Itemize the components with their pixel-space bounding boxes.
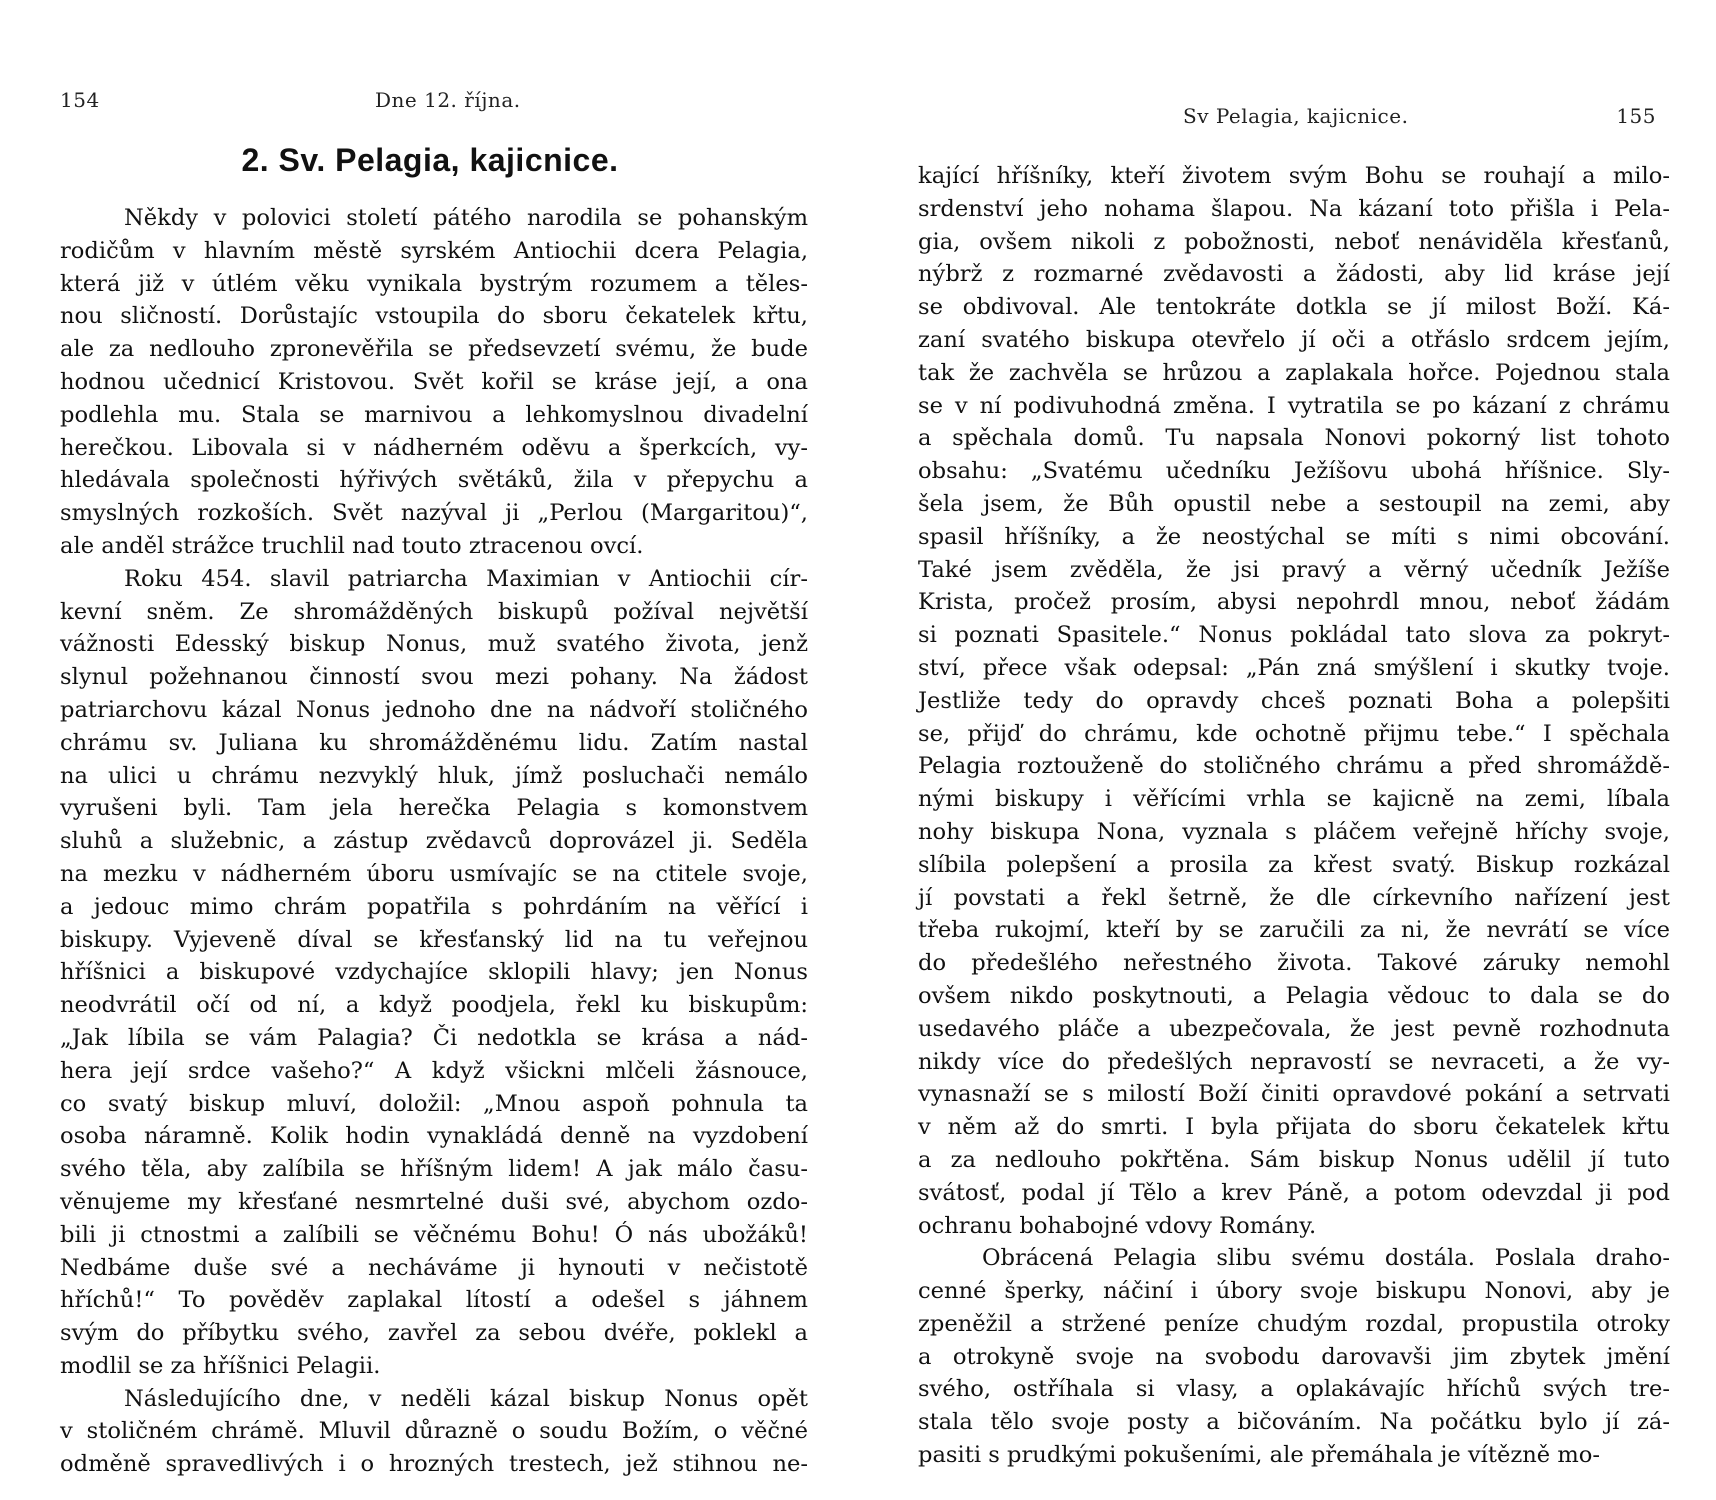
text-line: tak že zachvěla se hrůzou a zaplakala hořce. Pojednou stala — [918, 359, 1670, 386]
text-line: nohy biskupa Nona, vyznala s pláčem veřejně hříchy svoje, — [918, 818, 1670, 845]
text-line: na mezku v nádherném úboru usmívajíc se na ctitele svoje, — [60, 860, 808, 887]
text-line: nou sličností. Dorůstajíc vstoupila do sboru čekatelek křtu, — [60, 303, 808, 330]
text-line: kevní sněm. Ze shromážděných biskupů požíval největší — [60, 598, 808, 625]
text-line: Krista, pročež prosím, abysi nepohrdl mnou, neboť žádám — [918, 589, 1670, 616]
text-line: Obrácená Pelagia slibu svému dostála. Poslala draho- — [982, 1245, 1670, 1272]
text-line: se, přijď do chrámu, kde ochotně přijmu tebe.“ I spěchala — [918, 720, 1670, 747]
text-line: „Jak líbila se vám Palagia? Či nedotkla se krása a nád- — [60, 1024, 808, 1051]
text-line: co svatý biskup mluví, doložil: „Mnou aspoň pohnula ta — [60, 1090, 808, 1117]
text-line: vyrušeni byli. Tam jela herečka Pelagia s komonstvem — [60, 795, 808, 822]
text-line: ovšem nikdo poskytnouti, a Pelagia vědouc to dala se do — [918, 982, 1670, 1009]
text-line: do předešlého neřestného života. Takové záruky nemohl — [918, 950, 1670, 977]
text-line: hodnou učednicí Kristovou. Svět kořil se kráse její, a ona — [60, 368, 808, 395]
text-line: Také jsem zvěděla, že jsi pravý a věrný učedník Ježíše — [918, 556, 1670, 583]
text-line: podlehla mu. Stala se marnivou a lehkomyslnou divadelní — [60, 401, 808, 428]
text-line: cenné šperky, náčiní i úbory svoje biskupu Nonovi, aby je — [918, 1278, 1670, 1305]
text-line: věnujeme my křesťané nesmrtelné duši své, abychom ozdo- — [60, 1188, 808, 1215]
text-line: rodičům v hlavním městě syrském Antiochii dcera Pelagia, — [60, 237, 808, 264]
running-head: Dne 12. října. — [375, 88, 521, 112]
text-line: si poznati Spasitele.“ Nonus pokládal tato slova za pokryt- — [918, 622, 1670, 649]
text-line: spasil hříšníky, a že neostýchal se míti s nimi obcování. — [918, 523, 1670, 550]
text-line: vážnosti Edesský biskup Nonus, muž svatého života, jenž — [60, 631, 808, 658]
text-line: chrámu sv. Juliana ku shromážděnému lidu. Zatím nastal — [60, 729, 808, 756]
text-line: hříšnici a biskupové vzdychajíce sklopili hlavy; jen Nonus — [60, 959, 808, 986]
body-text — [918, 160, 1670, 1472]
text-line: vynasnaží se s milostí Boží činiti opravdové pokání a setrvati — [918, 1081, 1670, 1108]
text-line: slíbila polepšení a prosila za křest svatý. Biskup rozkázal — [918, 851, 1670, 878]
text-line: hera její srdce vašeho?“ A když všickni mlčeli žásnouce, — [60, 1057, 808, 1084]
body-text — [60, 202, 808, 1481]
text-line: která již v útlém věku vynikala bystrým rozumem a těles- — [60, 270, 808, 297]
text-line: kající hříšníky, kteří životem svým Bohu se rouhají a milo- — [918, 163, 1670, 189]
text-line: nýbrž z rozmarné zvědavosti a žádosti, aby lid kráse její — [918, 261, 1670, 288]
text-line: a spěchala domů. Tu napsala Nonovi pokorný list tohoto — [918, 425, 1670, 452]
text-line: se obdivoval. Ale tentokráte dotkla se jí milost Boží. Ká- — [918, 294, 1670, 321]
text-line: svátosť, podal jí Tělo a krev Páně, a potom odevzdal ji pod — [918, 1179, 1670, 1206]
text-line: odměně spravedlivých i o hrozných trestech, jež stihnou ne- — [60, 1451, 808, 1478]
page-number: 154 — [60, 88, 100, 112]
text-line: ochranu bohabojné vdovy Romány. — [918, 1212, 1317, 1239]
text-line: Roku 454. slavil patriarcha Maximian v Antiochii cír- — [124, 565, 808, 592]
running-head: Sv Pelagia, kajicnice. — [1183, 104, 1409, 128]
text-line: bili ji ctnostmi a zalíbili se věčnému Bohu! Ó nás ubožáků! — [60, 1221, 808, 1248]
text-line: Nedbáme duše své a necháváme ji hynouti v nečistotě — [60, 1254, 808, 1281]
text-line: srdenství jeho nohama šlapou. Na kázaní toto přišla i Pela- — [918, 195, 1670, 222]
text-line: ale anděl strážce truchlil nad touto ztracenou ovcí. — [60, 532, 644, 559]
text-line: v něm až do smrti. I byla přijata do sboru čekatelek křtu — [918, 1114, 1670, 1141]
text-line: slynul požehnanou činností svou mezi pohany. Na žádost — [60, 664, 808, 691]
text-line: pasiti s prudkými pokušeními, ale přemáhala je vítězně mo- — [918, 1442, 1600, 1469]
text-line: usedavého pláče a ubezpečovala, že jest pevně rozhodnuta — [918, 1015, 1670, 1042]
text-line: Někdy v polovici století pátého narodila se pohanským — [124, 205, 808, 231]
text-line: biskupy. Vyjeveně díval se křesťanský lid na tu veřejnou — [60, 926, 808, 953]
text-line: nými biskupy i věřícími vrhla se kajicně na zemi, líbala — [918, 786, 1670, 813]
text-line: modlil se za hříšnici Pelagii. — [60, 1352, 381, 1379]
text-line: herečkou. Libovala si v nádherném oděvu a šperkcích, vy- — [60, 434, 808, 461]
text-line: Pelagia roztouženě do stoličného chrámu a před shromáždě- — [918, 753, 1670, 780]
text-line: svého těla, aby zalíbila se hříšným lidem! A jak málo času- — [60, 1156, 808, 1183]
text-line: ství, přece však odepsal: „Pán zná smýšlení i skutky tvoje. — [918, 654, 1670, 681]
text-line: patriarchovu kázal Nonus jednoho dne na nádvoří stoličného — [60, 696, 808, 723]
text-line: sluhů a služebnic, a zástup zvědavců doprovázel ji. Seděla — [60, 828, 808, 855]
text-line: ale za nedlouho zpronevěřila se předsevzetí svému, že bude — [60, 336, 808, 363]
text-line: šela jsem, že Bůh opustil nebe a sestoupil na zemi, aby — [918, 490, 1670, 517]
text-line: neodvrátil očí od ní, a když poodjela, řekl ku biskupům: — [60, 992, 808, 1019]
text-line: hříchů!“ To pověděv zaplakal lítostí a odešel s jáhnem — [60, 1287, 808, 1314]
text-line: a jedouc mimo chrám popatřila s pohrdáním na věřící i — [60, 893, 808, 920]
text-line: svého, ostříhala si vlasy, a oplakávajíc hříchů svých tre- — [918, 1376, 1670, 1403]
text-line: smyslných rozkoších. Svět nazýval ji „Perlou (Margaritou)“, — [60, 500, 808, 527]
text-line: v stoličném chrámě. Mluvil důrazně o soudu Božím, o věčné — [60, 1418, 808, 1445]
text-line: svým do příbytku svého, zavřel za sebou dvéře, poklekl a — [60, 1320, 808, 1347]
text-line: osoba náramně. Kolik hodin vynakládá denně na vyzdobení — [60, 1123, 808, 1150]
text-line: a otrokyně svoje na svobodu darovavši jim zbytek jmění — [918, 1343, 1670, 1370]
text-line: na ulici u chrámu nezvyklý hluk, jímž posluchači nemálo — [60, 762, 808, 789]
text-line: gia, ovšem nikoli z pobožnosti, neboť nenáviděla křesťanů, — [918, 228, 1670, 255]
text-line: Jestliže tedy do opravdy chceš poznati Boha a polepšiti — [918, 687, 1670, 714]
text-line: a za nedlouho pokřtěna. Sám biskup Nonus udělil jí tuto — [918, 1146, 1670, 1173]
text-line: zpeněžil a stržené peníze chudým rozdal, propustila otroky — [918, 1310, 1670, 1337]
text-line: hledávala společnosti hýřivých světáků, žila v přepychu a — [60, 467, 808, 494]
text-line: obsahu: „Svatému učedníku Ježíšovu ubohá hříšnice. Sly- — [918, 458, 1670, 485]
text-line: stala tělo svoje posty a bičováním. Na počátku bylo jí zá- — [918, 1409, 1670, 1436]
text-line: třeba rukojmí, kteří by se zaručili za ni, že nevrátí se více — [918, 917, 1670, 944]
section-title: 2. Sv. Pelagia, kajicnice. — [241, 142, 619, 178]
page-number: 155 — [1616, 104, 1656, 128]
text-line: zaní svatého biskupa otevřelo jí oči a otřáslo srdcem jejím, — [918, 326, 1670, 353]
text-line: Následujícího dne, v neděli kázal biskup Nonus opět — [124, 1385, 808, 1412]
text-line: se v ní podivuhodná změna. I vytratila se po kázaní z chrámu — [918, 392, 1670, 419]
text-line: jí povstati a řekl šetrně, že dle církevního nařízení jest — [918, 884, 1670, 911]
right-page — [858, 0, 1716, 1500]
text-line: nikdy více do předešlých nepravostí se nevraceti, a že vy- — [918, 1048, 1670, 1075]
